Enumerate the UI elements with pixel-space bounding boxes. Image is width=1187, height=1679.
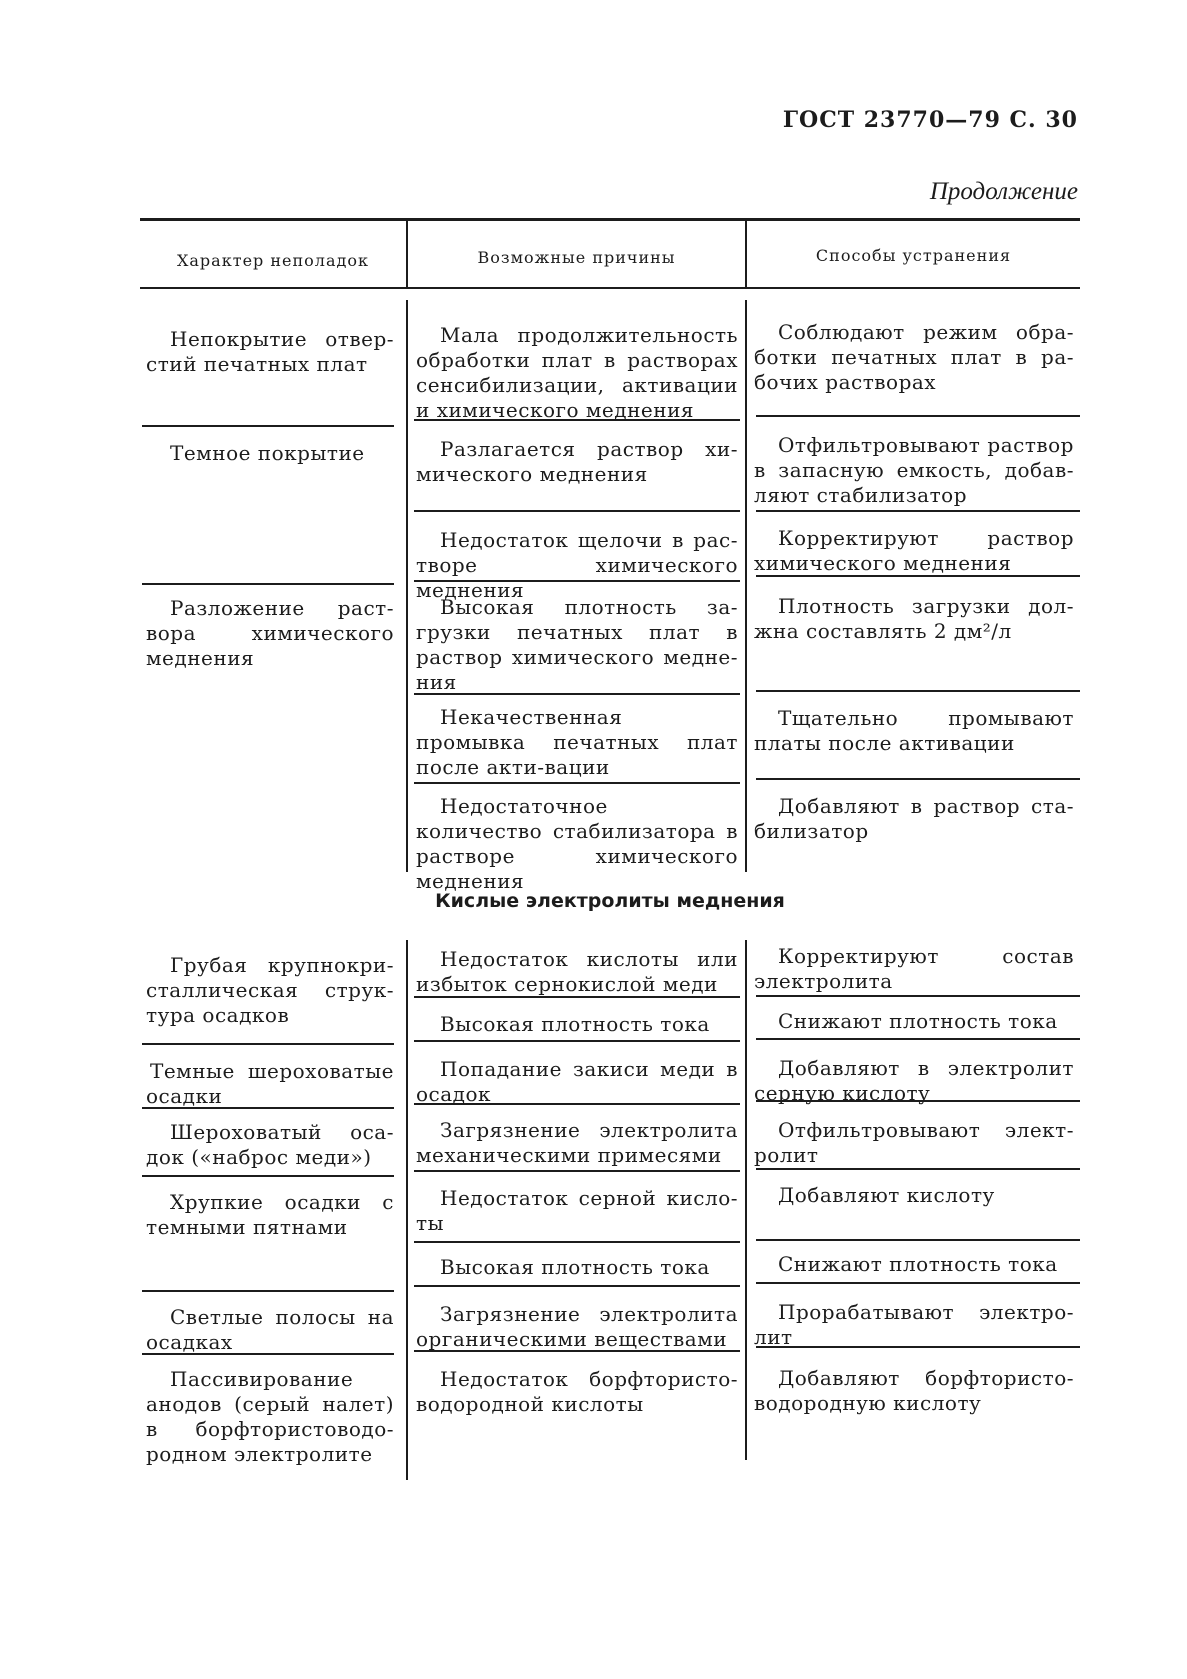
remedy-cell: Добавляют борфтористо-водородную кислоту [754, 1366, 1074, 1415]
section1-divider-2 [745, 300, 747, 872]
row-rule [756, 1168, 1080, 1170]
row-rule [414, 1103, 740, 1105]
row-rule [756, 1239, 1080, 1241]
row-rule [414, 693, 740, 695]
row-rule [756, 1100, 1080, 1102]
problem-cell: Грубая крупнокри-сталлическая струк-тура осадков [146, 953, 394, 1027]
cause-cell: Недостаток щелочи в рас-творе химического меднения [416, 528, 738, 602]
remedy-cell: Добавляют в электролит серную кислоту [754, 1056, 1074, 1105]
table-top-rule [140, 218, 1080, 221]
remedy-cell: Корректируют раствор химического меднения [754, 526, 1074, 575]
row-rule [414, 1241, 740, 1243]
remedy-cell: Тщательно промывают платы после активации [754, 706, 1074, 755]
remedy-cell: Добавляют кислоту [778, 1183, 995, 1207]
row-rule [414, 996, 740, 998]
remedy-cell: Соблюдают режим обра-ботки печатных плат в ра-бочих растворах [754, 320, 1074, 394]
row-rule [756, 510, 1080, 512]
row-rule [414, 1040, 740, 1042]
continuation-label: Продолжение [929, 178, 1078, 205]
section1-divider-1 [406, 300, 408, 872]
section2-divider-1 [406, 940, 408, 1480]
row-rule [756, 995, 1080, 997]
remedy-cell: Прорабатывают электро-лит [754, 1300, 1074, 1349]
problem-cell: Светлые полосы на осадках [146, 1305, 394, 1354]
row-rule [414, 782, 740, 784]
cause-cell: Недостаток борфтористо-водородной кислоты [416, 1367, 738, 1416]
row-rule [414, 580, 740, 582]
remedy-cell: Отфильтровывают элект-ролит [754, 1118, 1074, 1167]
remedy-cell: Отфильтровывают раствор в запасную емкость, добав-ляют стабилизатор [754, 433, 1074, 507]
row-rule [756, 575, 1080, 577]
problem-cell: Шероховатый оса-док («наброс меди») [146, 1120, 394, 1169]
cause-cell: Высокая плотность за-грузки печатных плат в раствор химического медне-ния [416, 595, 738, 694]
row-rule [142, 425, 394, 427]
row-rule [414, 1285, 740, 1287]
row-rule [142, 1043, 394, 1045]
column-header-problem: Характер неполадок [177, 251, 369, 270]
remedy-cell: Плотность загрузки дол-жна составлять 2 дм²/л [754, 594, 1074, 643]
cause-cell: Некачественная промывка печатных плат после акти-вации [416, 705, 738, 779]
row-rule [414, 510, 740, 512]
row-rule [414, 1350, 740, 1352]
section-title: Кислые электролиты меднения [435, 890, 785, 912]
cause-cell: Мала продолжительность обработки плат в растворах сенсибилизации, активации и химического меднения [416, 323, 738, 422]
cause-cell: Разлагается раствор хи-мического меднения [416, 437, 738, 486]
row-rule [142, 1107, 394, 1109]
row-rule [756, 1038, 1080, 1040]
cause-cell: Попадание закиси меди в осадок [416, 1057, 738, 1106]
remedy-cell: Снижают плотность тока [778, 1009, 1058, 1033]
table-header-rule [140, 287, 1080, 289]
remedy-cell: Корректируют состав электролита [754, 944, 1074, 993]
cause-cell: Недостаток серной кисло-ты [416, 1186, 738, 1235]
cause-cell: Загрязнение электролита механическими примесями [416, 1118, 738, 1167]
section2-divider-2 [745, 940, 747, 1460]
row-rule [756, 690, 1080, 692]
row-rule [756, 1282, 1080, 1284]
problem-cell: Пассивирование анодов (серый налет) в борфтористоводо-родном электролите [146, 1367, 394, 1466]
cause-cell: Высокая плотность тока [440, 1255, 710, 1279]
problem-cell: Темные шероховатые осадки [146, 1059, 394, 1108]
row-rule [414, 1170, 740, 1172]
row-rule [756, 778, 1080, 780]
row-rule [142, 583, 394, 585]
row-rule [142, 1290, 394, 1292]
problem-cell: Темное покрытие [170, 441, 365, 465]
cause-cell: Высокая плотность тока [440, 1012, 710, 1036]
problem-cell: Хрупкие осадки с темными пятнами [146, 1190, 394, 1239]
row-rule [142, 1353, 394, 1355]
row-rule [756, 415, 1080, 417]
row-rule [756, 1346, 1080, 1348]
column-header-causes: Возможные причины [477, 248, 676, 267]
problem-cell: Разложение раст-вора химического меднения [146, 596, 394, 670]
page-number-header: ГОСТ 23770—79 С. 30 [782, 107, 1078, 133]
column-header-remedies: Способы устранения [815, 246, 1012, 265]
cause-cell: Недостаток кислоты или избыток сернокислой меди [416, 947, 738, 996]
row-rule [142, 1175, 394, 1177]
remedy-cell: Добавляют в раствор ста-билизатор [754, 794, 1074, 843]
cause-cell: Загрязнение электролита органическими веществами [416, 1302, 738, 1351]
remedy-cell: Снижают плотность тока [778, 1252, 1058, 1276]
row-rule [414, 419, 740, 421]
cause-cell: Недостаточное количество стабилизатора в растворе химического меднения [416, 794, 738, 893]
problem-cell: Непокрытие отвер-стий печатных плат [146, 327, 394, 376]
